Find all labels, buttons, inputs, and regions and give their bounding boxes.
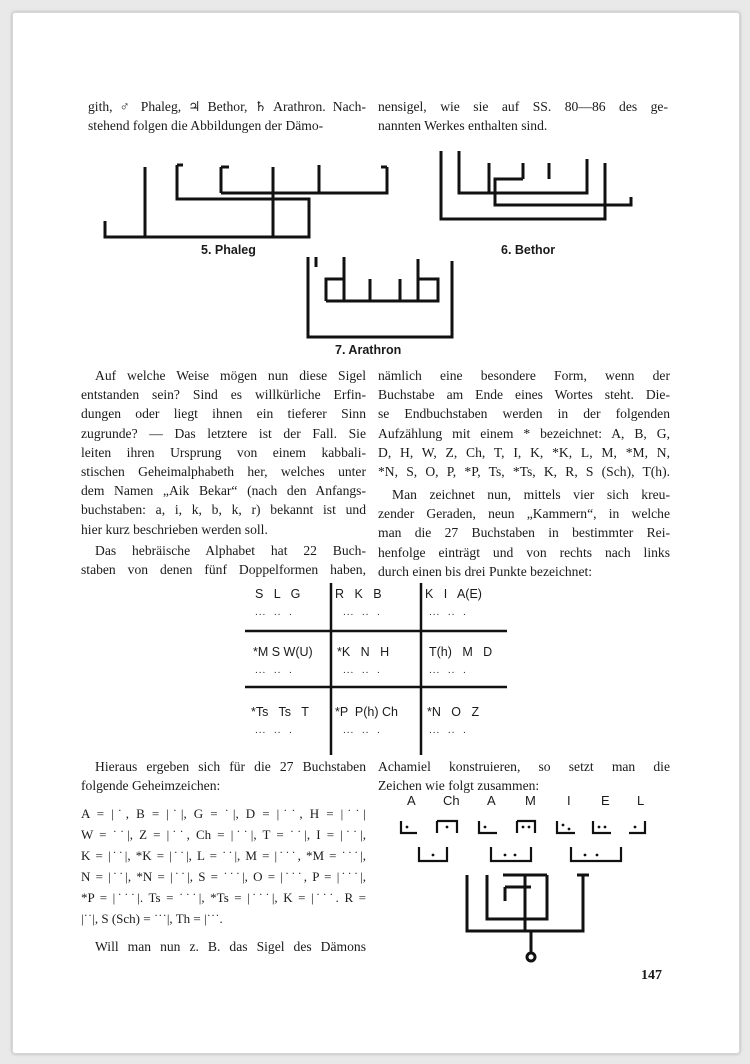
achamiel-letters xyxy=(397,793,647,813)
symbol-line: A = |˙, B = |˙|, G = ˙|, D = |˙˙, H = |˙˙| xyxy=(81,806,366,821)
nine-chambers-grid xyxy=(245,579,509,759)
text-line: stehend folgen die Abbildungen der Dämo- xyxy=(88,118,324,134)
grid-dots: ... .. . xyxy=(255,665,293,676)
bottom-left-intro xyxy=(81,757,366,795)
text-line: henfolge einträgt und von rechts nach links xyxy=(378,544,670,560)
achamiel-sigil xyxy=(447,865,627,965)
achamiel-letter: L xyxy=(637,793,645,808)
top-left-text xyxy=(88,97,366,135)
text-line: staben von denen fünf Doppelformen haben, xyxy=(81,562,366,578)
text-line: zender Geraden, neun „Kammern“, in welche xyxy=(378,506,670,522)
text-line: zugrunde? — Das letztere ist der Fall. Sie xyxy=(81,425,366,441)
grid-dots: ... .. . xyxy=(255,607,293,618)
text-line: dungen oder liegt ihnen ein tieferer Sinn xyxy=(81,406,366,422)
text-line: *N, S, O, P, *P, Ts, *Ts, K, R, S (Sch), T(h). xyxy=(378,464,670,480)
achamiel-letter: M xyxy=(525,793,536,808)
bethor-sigil xyxy=(419,143,639,243)
text-line: stischen Geheimalphabeth her, welches unter xyxy=(81,464,366,480)
text-line: nensigel, wie sie auf SS. 80—86 des ge- xyxy=(378,99,668,114)
text-line: gith, ♂ Phaleg, ♃ Bethor, ♄ Arathron. Nach- xyxy=(88,99,366,114)
left-column-paragraph-1 xyxy=(81,366,366,539)
text-line: Das hebräische Alphabet hat 22 Buch- xyxy=(95,543,366,558)
phaleg-caption: 5. Phaleg xyxy=(201,243,256,257)
grid-cell: R K B xyxy=(335,587,382,601)
symbol-line: *P = |˙˙˙|. Ts = ˙˙˙|, *Ts = |˙˙˙|, K = |˙˙˙. R = xyxy=(81,890,366,905)
text-line: nämlich eine besondere Form, wenn der xyxy=(378,368,670,383)
text-line: Will man nun z. B. das Sigel des Dämons xyxy=(95,939,366,954)
grid-cell: *K N H xyxy=(337,645,390,659)
arathron-sigil xyxy=(296,255,466,340)
grid-cell: T(h) M D xyxy=(429,645,493,659)
page-number: 147 xyxy=(641,968,662,983)
bottom-right-intro xyxy=(378,757,670,795)
grid-dots: ... .. . xyxy=(255,725,293,736)
text-line: Man zeichnet nun, mittels vier sich kreu- xyxy=(392,487,670,502)
text-line: se Endbuchstaben werden in der folgenden xyxy=(378,406,670,422)
symbol-line: W = ˙˙|, Z = |˙˙, Ch = |˙˙|, T = ˙˙|, I = |˙˙|, xyxy=(81,827,366,842)
text-line: Auf welche Weise mögen nun diese Sigel xyxy=(95,368,366,383)
right-column-paragraph-1 xyxy=(378,366,670,481)
text-line: folgende Geheimzeichen: xyxy=(81,778,221,794)
text-line: Zeichen wie folgt zusammen: xyxy=(378,778,540,794)
book-page xyxy=(12,12,740,1054)
text-line: D, H, W, Z, Ch, T, I, K, *K, L, M, *M, N, xyxy=(378,444,670,460)
grid-cell: *P P(h) Ch xyxy=(335,705,398,719)
text-line: durch einen bis drei Punkte bezeichnet: xyxy=(378,563,593,579)
text-line: man die 27 Buchstaben in bestimmter Rei- xyxy=(378,525,670,541)
symbol-line: K = |˙˙|, *K = |˙˙|, L = ˙˙|, M = |˙˙˙, *M = ˙˙˙|, xyxy=(81,848,366,863)
right-column-paragraph-2 xyxy=(378,485,670,581)
arathron-caption: 7. Arathron xyxy=(335,343,402,357)
achamiel-letter: A xyxy=(487,793,496,808)
achamiel-letter: I xyxy=(567,793,571,808)
text-line: nannten Werkes enthalten sind. xyxy=(378,118,548,134)
text-line: hier kurz beschrieben werden soll. xyxy=(81,521,268,537)
left-column-paragraph-2 xyxy=(81,541,366,579)
top-right-text xyxy=(378,97,668,135)
grid-cell: *M S W(U) xyxy=(253,645,313,659)
text-line: buchstaben: a, i, k, b, k, r) bekannt ist und xyxy=(81,502,366,518)
text-line: dem Namen „Aik Bekar“ (nach den Anfangs- xyxy=(81,483,366,499)
achamiel-symbols xyxy=(395,813,655,873)
grid-dots: ... .. . xyxy=(343,665,381,676)
symbol-line: N = |˙˙|, *N = |˙˙|, S = ˙˙˙|, O = |˙˙˙, P = |˙˙˙|, xyxy=(81,869,366,884)
text-line: Achamiel konstruieren, so setzt man die xyxy=(378,759,670,774)
bethor-caption: 6. Bethor xyxy=(501,243,556,257)
achamiel-letter: E xyxy=(601,793,610,808)
grid-dots: ... .. . xyxy=(429,665,467,676)
text-line: Aufzählung mit einem * bezeichnet: A, B, G, xyxy=(378,425,670,441)
text-line: entstanden sein? Sind es willkürliche Erfin- xyxy=(81,387,366,403)
grid-dots: ... .. . xyxy=(429,607,467,618)
grid-cell: *N O Z xyxy=(427,705,480,719)
grid-cell: S L G xyxy=(255,587,301,601)
grid-cell: K I A(E) xyxy=(425,587,482,601)
achamiel-letter: Ch xyxy=(443,793,460,808)
achamiel-letter: A xyxy=(407,793,416,808)
grid-dots: ... .. . xyxy=(343,725,381,736)
symbol-line: |˙˙|, S (Sch) = ˙˙˙|, Th = |˙˙˙. xyxy=(81,911,223,926)
grid-dots: ... .. . xyxy=(343,607,381,618)
grid-dots: ... .. . xyxy=(429,725,467,736)
text-line: Hieraus ergeben sich für die 27 Buchstaben xyxy=(95,759,366,774)
text-line: leiten ihren Ursprung von einem kabbali- xyxy=(81,444,366,460)
grid-cell: *Ts Ts T xyxy=(251,705,309,719)
phaleg-sigil xyxy=(97,157,397,247)
bottom-left-end xyxy=(81,937,366,956)
text-line: Buchstabe am Ende eines Wortes steht. Die- xyxy=(378,387,670,403)
secret-symbols-list xyxy=(81,803,366,929)
